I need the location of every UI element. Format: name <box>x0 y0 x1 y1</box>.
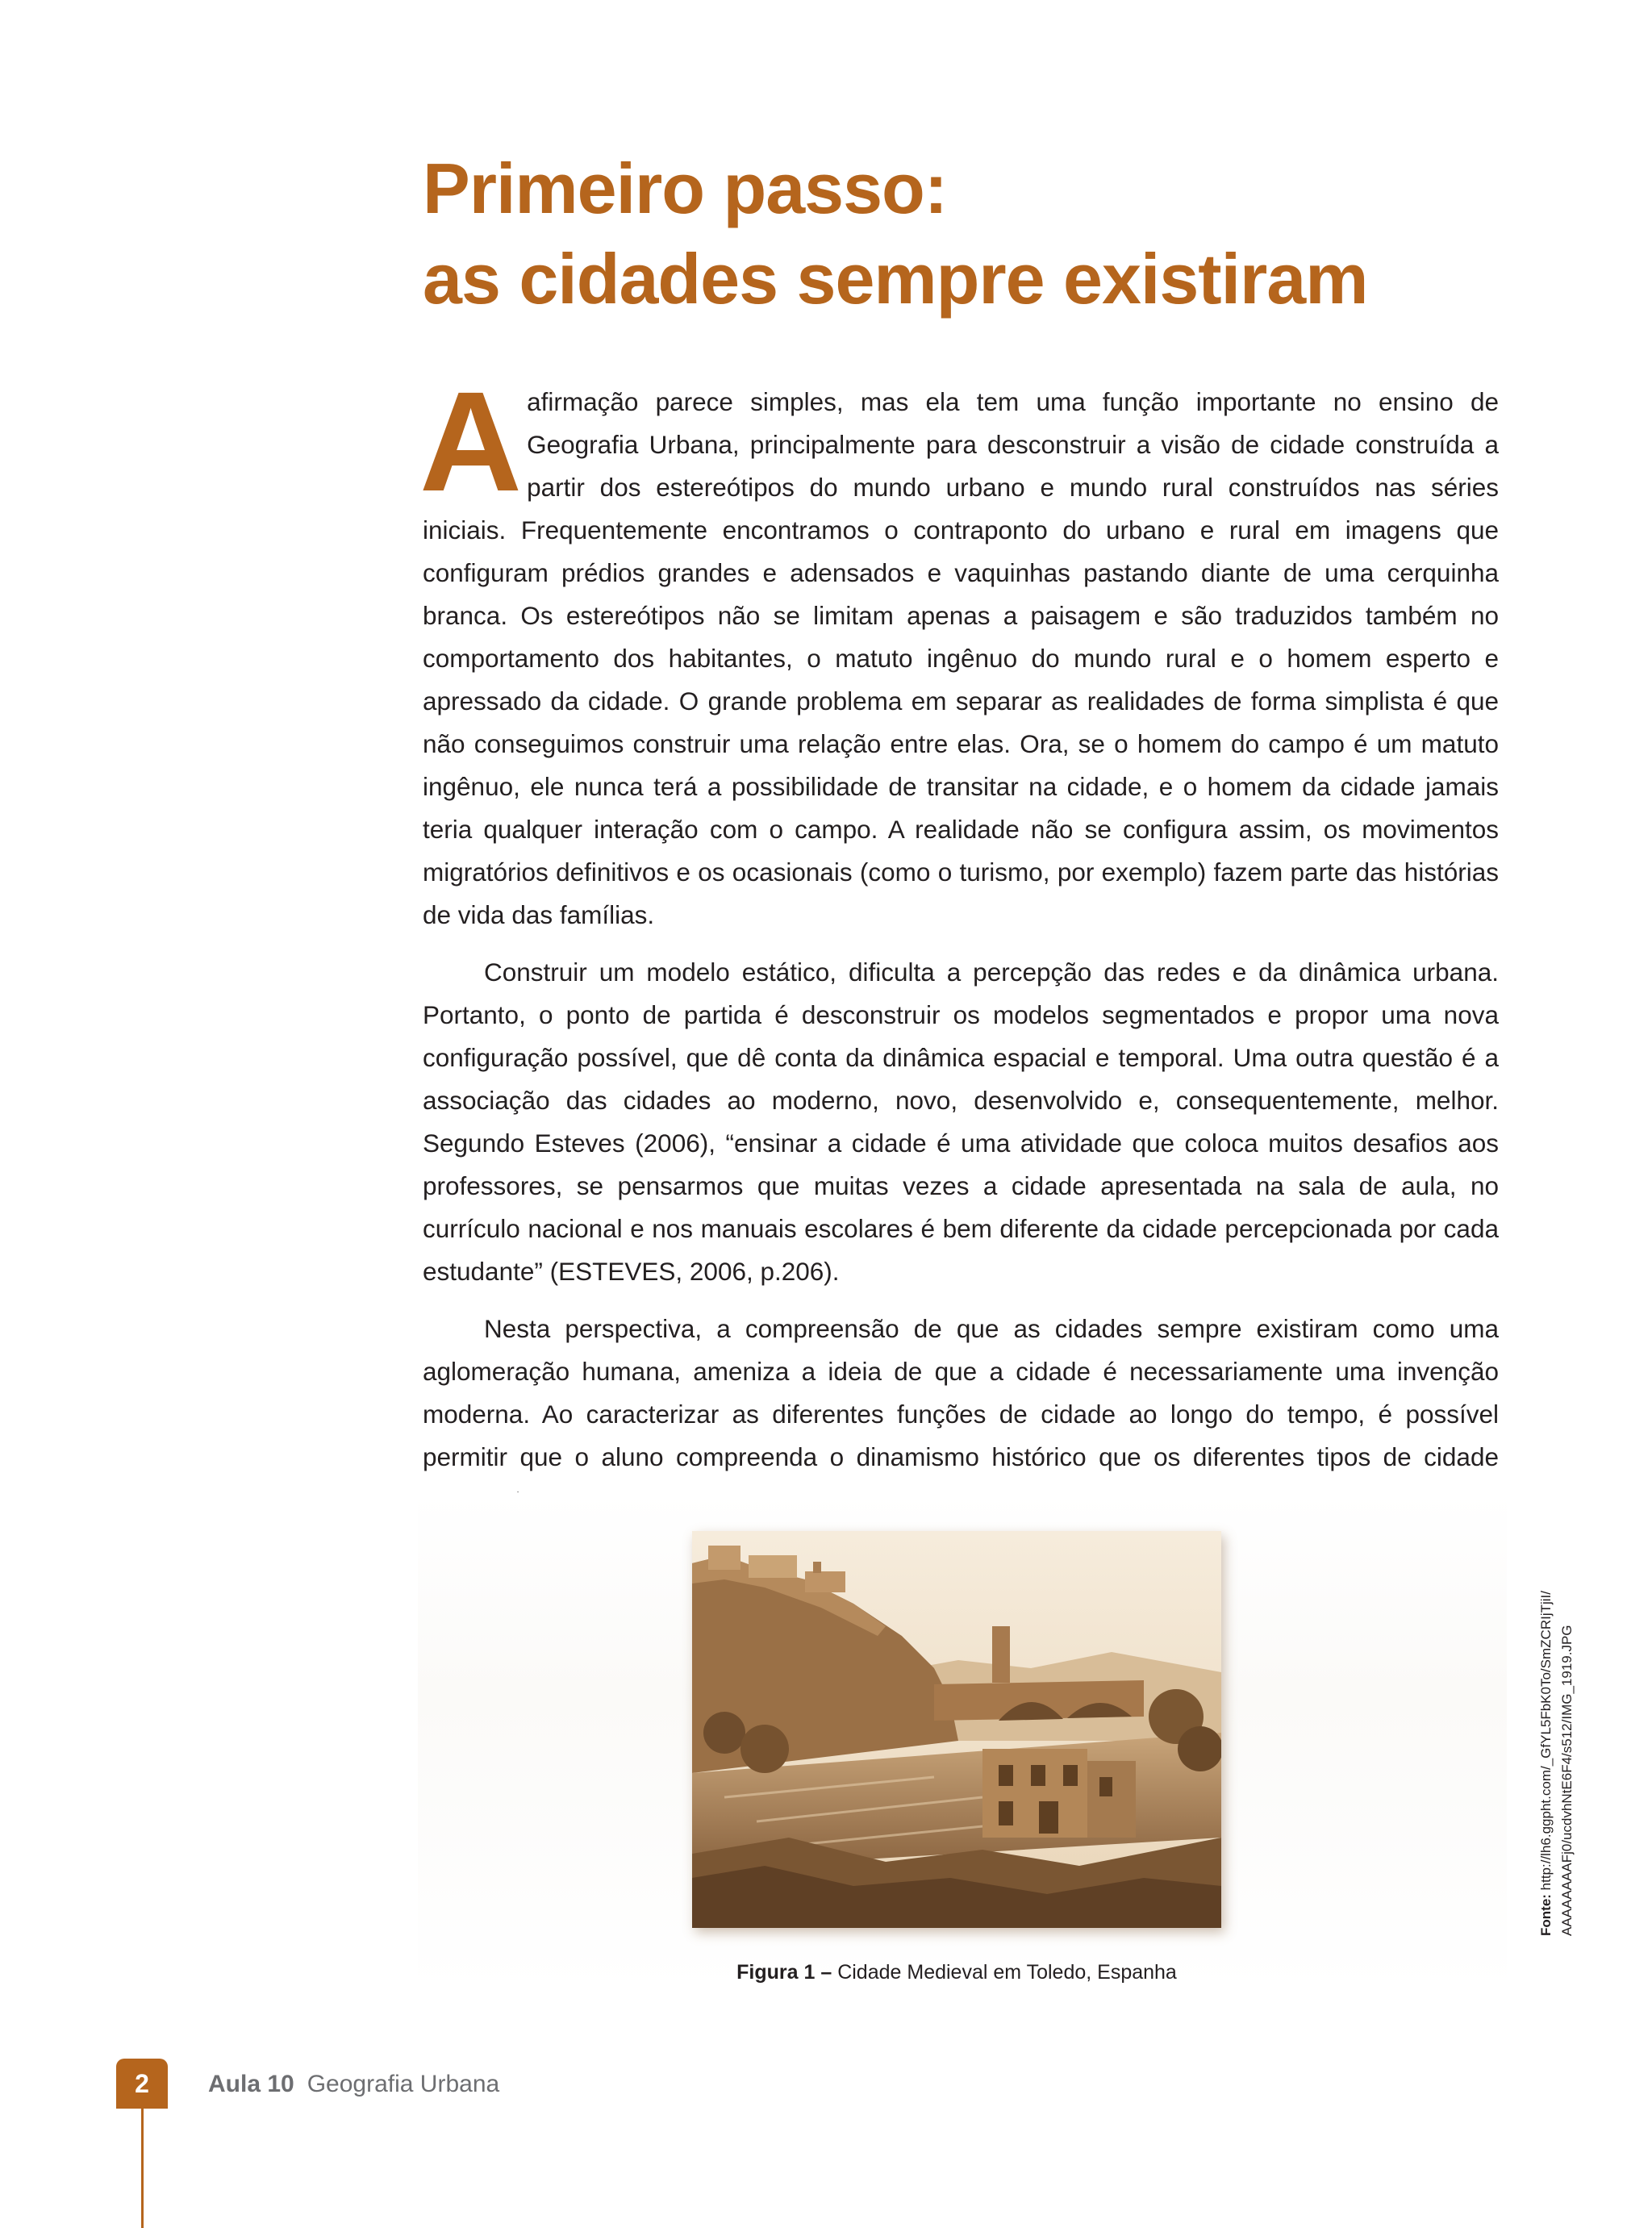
figure-caption <box>692 1959 1221 1986</box>
figure-source-note <box>1536 1517 1578 1936</box>
footer-label <box>208 2068 499 2101</box>
footer-course: Geografia Urbana <box>307 2071 500 2097</box>
body-text <box>419 363 1499 1536</box>
source-line-1 <box>1536 1517 1557 1936</box>
figure-caption-label: Figura 1 – <box>736 1961 832 1984</box>
source-url-line-1: http://lh6.ggpht.com/_GfYL5FbK0To/SmZCRIjTjiI/ <box>1538 1591 1554 1895</box>
page-title <box>423 144 1504 324</box>
drop-cap: A <box>419 363 523 521</box>
footer-lesson: Aula 10 <box>208 2071 294 2097</box>
page-number-badge: 2 <box>116 2059 168 2109</box>
figure-photo-toledo <box>692 1531 1221 1928</box>
source-url-line-2: AAAAAAAAFj0/ucdvhNtE6F4/s512/IMG_1919.JPG <box>1559 1625 1575 1936</box>
title-line-1: Primeiro passo: <box>423 148 948 228</box>
source-label: Fonte: <box>1538 1894 1554 1936</box>
title-line-2: as cidades sempre existiram <box>423 239 1368 319</box>
paragraph-1-text: afirmação parece simples, mas ela tem uma função importante no ensino de Geografia Urbana, principalmente para desconstruir a visão de cidade construída a partir dos estereótipos do mundo urbano e mundo rural construídos nas séries iniciais. Frequentemente encontramos o contraponto do urbano e rural em imagens que configuram prédios grandes e adensados e vaquinhas pastando diante de uma cerquinha branca. Os estereótipos não se limitam apenas a paisagem e são traduzidos também no comportamento dos habitantes, o matuto ingênuo do mundo rural e o homem esperto e apressado da cidade. O grande problema em separar as realidades de forma simplista é que não conseguimos construir uma relação entre elas. Ora, se o homem do campo é um matuto ingênuo, ele nunca terá a possibilidade de transitar na cidade, e o homem da cidade jamais teria qualquer interação com o campo. A realidade não se configura assim, os movimentos migratórios definitivos e os ocasionais (como o turismo, por exemplo) fazem parte das histórias de vida das famílias. <box>423 387 1499 929</box>
paragraph-3: Nesta perspectiva, a compreensão de que as cidades sempre existiram como uma aglomeração humana, ameniza a ideia de que a cidade é necessariamente uma invenção moderna. Ao caracterizar as diferentes funções de cidade ao longo do tempo, é possível permitir que o aluno compreenda o dinamismo histórico que os diferentes tipos de cidade <box>423 1314 1499 1471</box>
sepia-photo-illustration <box>692 1531 1221 1928</box>
footer-vertical-rule <box>141 2102 144 2228</box>
paragraph-1 <box>419 363 1499 937</box>
figure-caption-text: Cidade Medieval em Toledo, Espanha <box>832 1961 1177 1984</box>
paragraph-2: Construir um modelo estático, dificulta a percepção das redes e da dinâmica urbana. Portanto, o ponto de partida é desconstruir os modelos segmentados e propor uma nova configuração possível, que dê conta da dinâmica espacial e temporal. Uma outra questão é a associação das cidades ao moderno, novo, desenvolvido e, consequentemente, melhor. Segundo Esteves (2006), “ensinar a cidade é uma atividade que coloca muitos desafios aos professores, se pensarmos que muitas vezes a cidade apresentada na sala de aula, no currículo nacional e nos manuais escolares é bem diferente da cidade percepcionada por cada estudante” (ESTEVES, 2006, p.206). <box>423 958 1499 1286</box>
